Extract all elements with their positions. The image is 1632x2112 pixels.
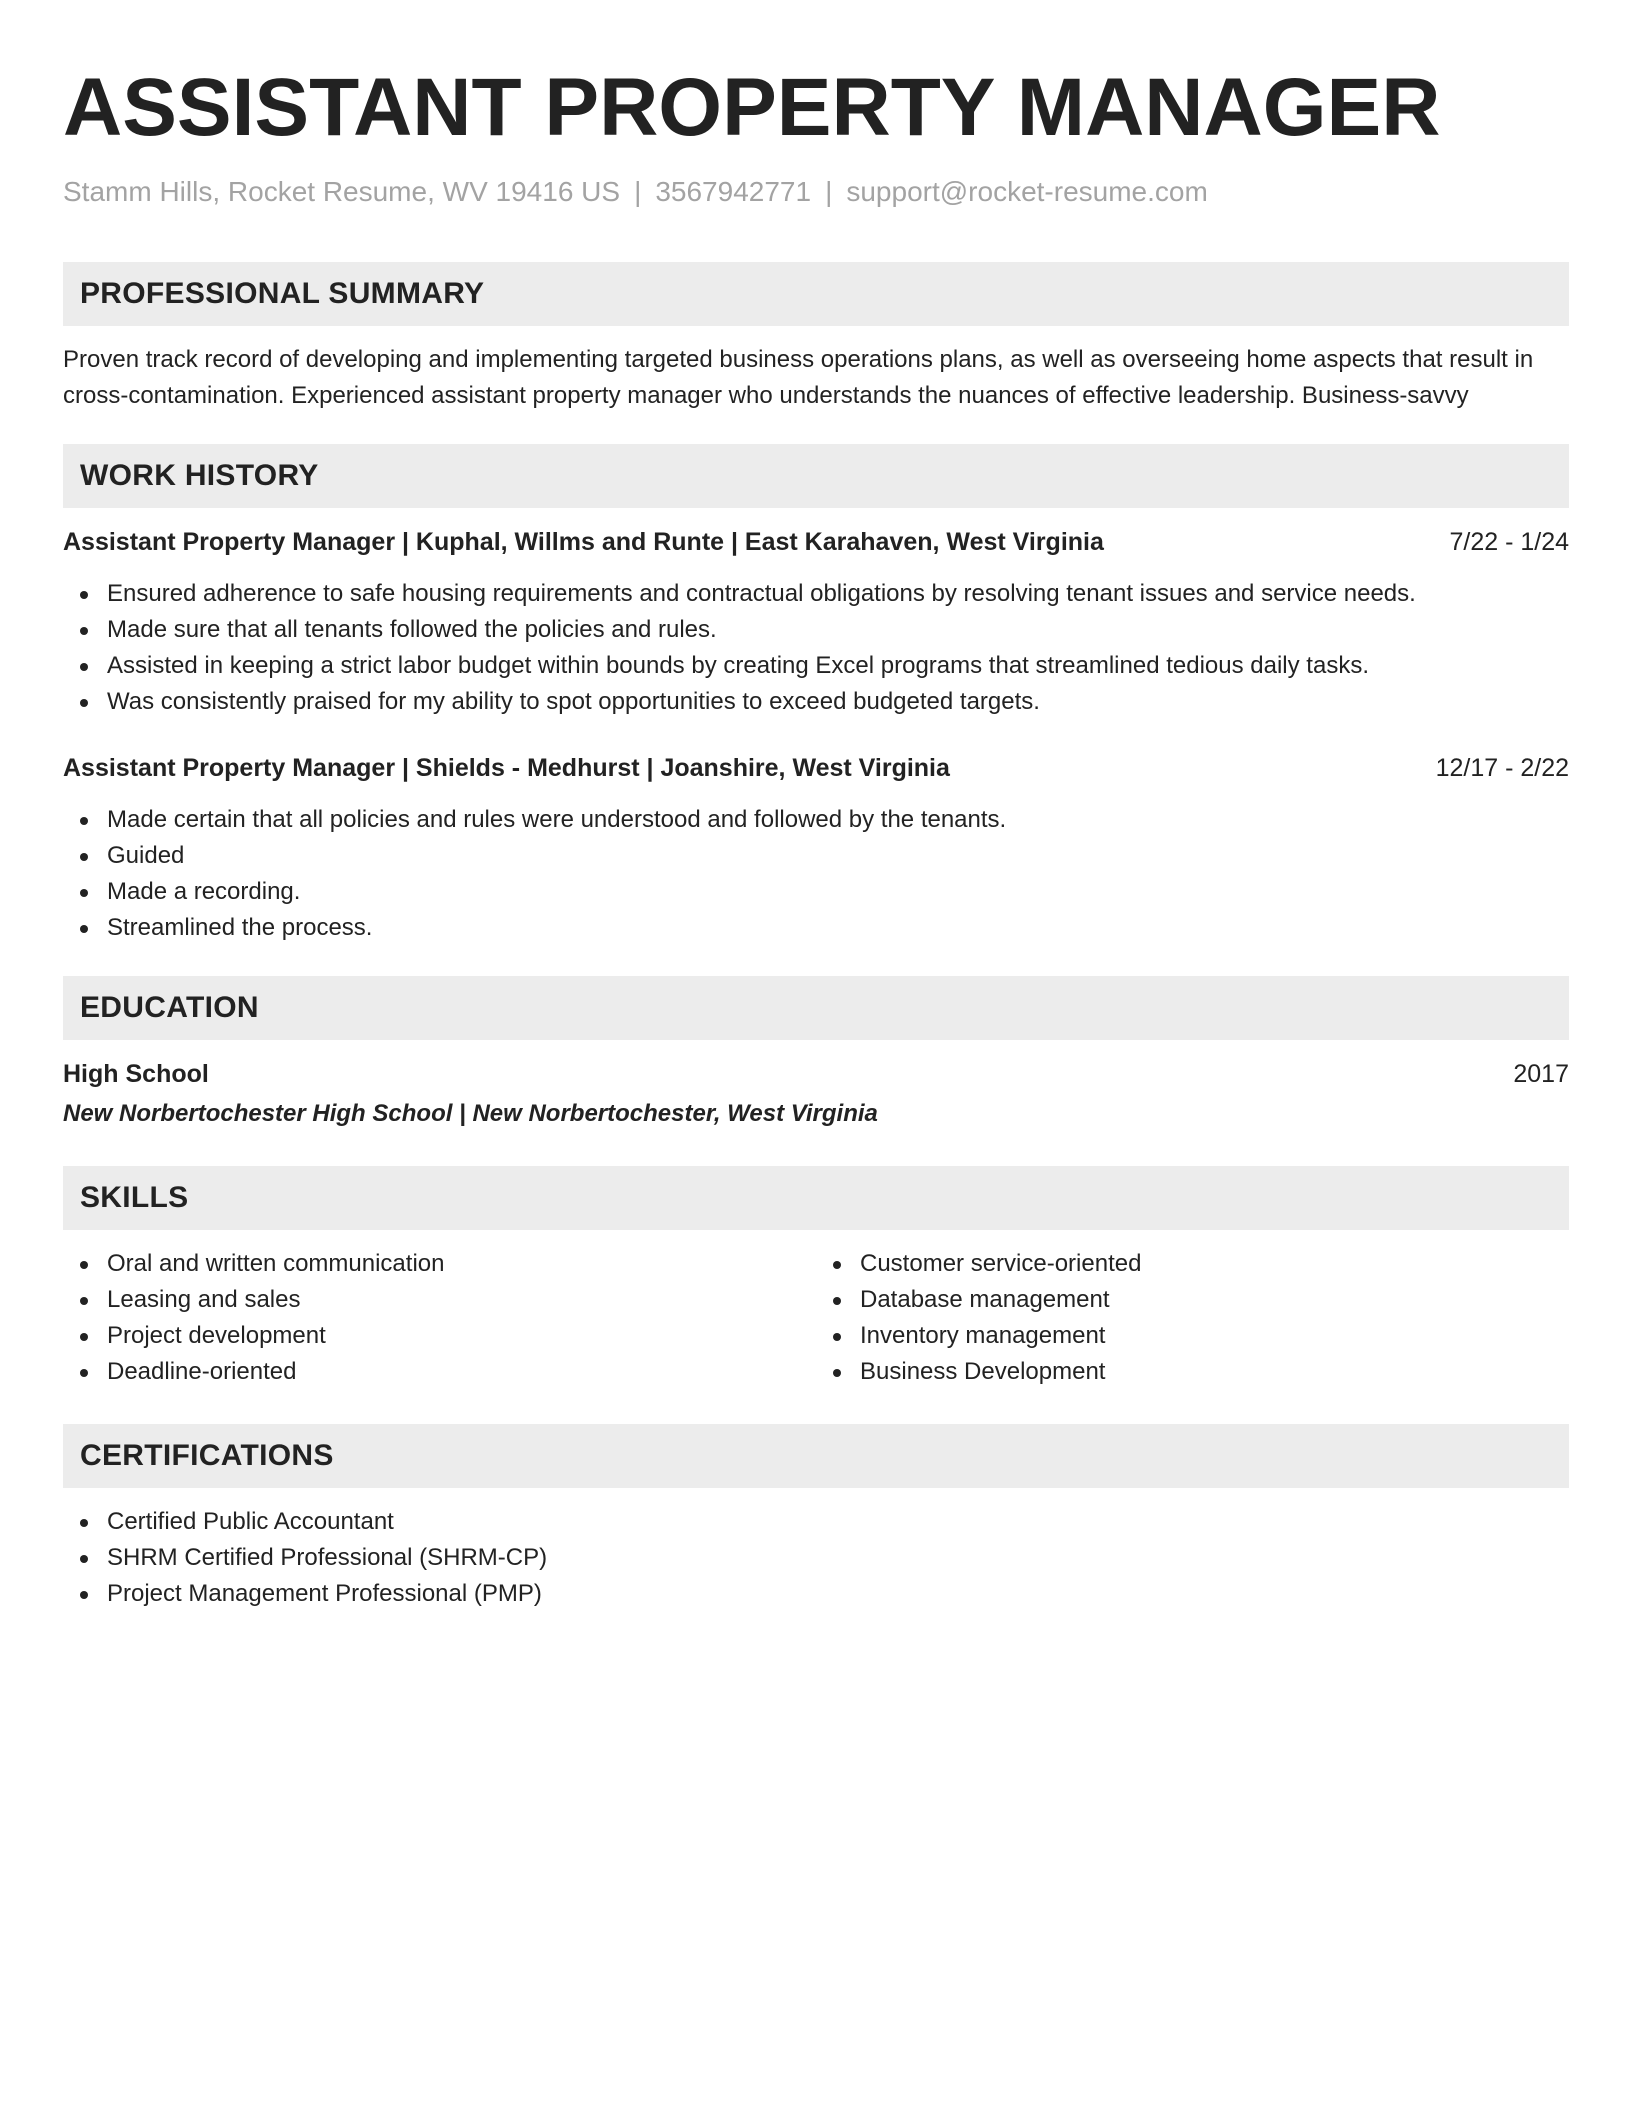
- job-entry: [63, 524, 1569, 720]
- education-school: New Norbertochester High School | New Norbertochester, West Virginia: [63, 1100, 878, 1127]
- list-item: Project Management Professional (PMP): [107, 1576, 1569, 1612]
- list-item: Was consistently praised for my ability to spot opportunities to exceed budgeted targets.: [107, 684, 1569, 720]
- job-bullets: [63, 576, 1569, 720]
- contact-line: [63, 174, 1569, 210]
- certifications-list: [63, 1504, 1569, 1612]
- list-item: Made a recording.: [107, 874, 1569, 910]
- education-row: [63, 1056, 1569, 1092]
- job-title: Assistant Property Manager | Kuphal, Willms and Runte | East Karahaven, West Virginia: [63, 528, 1104, 556]
- job-header: [63, 524, 1569, 560]
- list-item: Assisted in keeping a strict labor budget within bounds by creating Excel programs that streamlined tedious daily tasks.: [107, 648, 1569, 684]
- list-item: Inventory management: [860, 1318, 1569, 1354]
- list-item: Database management: [860, 1282, 1569, 1318]
- contact-address: Stamm Hills, Rocket Resume, WV 19416 US: [63, 176, 621, 207]
- section-header-summary: PROFESSIONAL SUMMARY: [63, 262, 1569, 326]
- summary-text: Proven track record of developing and implementing targeted business operations plans, as well as overseeing home aspects that result in cross-contamination. Experienced assistant property manager who understands the nuances of effective leadership. Business-savvy: [63, 346, 1534, 409]
- section-header-certifications: CERTIFICATIONS: [63, 1424, 1569, 1488]
- list-item: Deadline-oriented: [107, 1354, 816, 1390]
- contact-separator: |: [825, 176, 833, 207]
- job-bullets: [63, 802, 1569, 946]
- list-item: SHRM Certified Professional (SHRM-CP): [107, 1540, 1569, 1576]
- list-item: Leasing and sales: [107, 1282, 816, 1318]
- contact-email: support@rocket-resume.com: [846, 176, 1208, 207]
- section-header-skills: SKILLS: [63, 1166, 1569, 1230]
- list-item: Oral and written communication: [107, 1246, 816, 1282]
- skills-column-left: [63, 1246, 816, 1390]
- job-entry: [63, 750, 1569, 946]
- skills-column-right: [816, 1246, 1569, 1390]
- section-header-education: EDUCATION: [63, 976, 1569, 1040]
- skills-list: [816, 1246, 1569, 1390]
- list-item: Business Development: [860, 1354, 1569, 1390]
- list-item: Ensured adherence to safe housing requirements and contractual obligations by resolving tenant issues and service needs.: [107, 576, 1569, 612]
- job-title: Assistant Property Manager | Shields - Medhurst | Joanshire, West Virginia: [63, 754, 950, 782]
- resume-name: ASSISTANT PROPERTY MANAGER: [63, 62, 1441, 153]
- job-header: [63, 750, 1569, 786]
- contact-separator: |: [634, 176, 642, 207]
- skills-grid: [63, 1246, 1569, 1390]
- list-item: Made certain that all policies and rules were understood and followed by the tenants.: [107, 802, 1569, 838]
- list-item: Project development: [107, 1318, 816, 1354]
- list-item: Certified Public Accountant: [107, 1504, 1569, 1540]
- education-degree: High School: [63, 1060, 209, 1088]
- education-year: 2017: [1513, 1060, 1569, 1088]
- list-item: Guided: [107, 838, 1569, 874]
- list-item: Streamlined the process.: [107, 910, 1569, 946]
- section-header-work-history: WORK HISTORY: [63, 444, 1569, 508]
- list-item: Made sure that all tenants followed the policies and rules.: [107, 612, 1569, 648]
- contact-phone: 3567942771: [655, 176, 812, 207]
- job-dates: 12/17 - 2/22: [1435, 754, 1569, 782]
- list-item: Customer service-oriented: [860, 1246, 1569, 1282]
- job-dates: 7/22 - 1/24: [1449, 528, 1569, 556]
- skills-list: [63, 1246, 816, 1390]
